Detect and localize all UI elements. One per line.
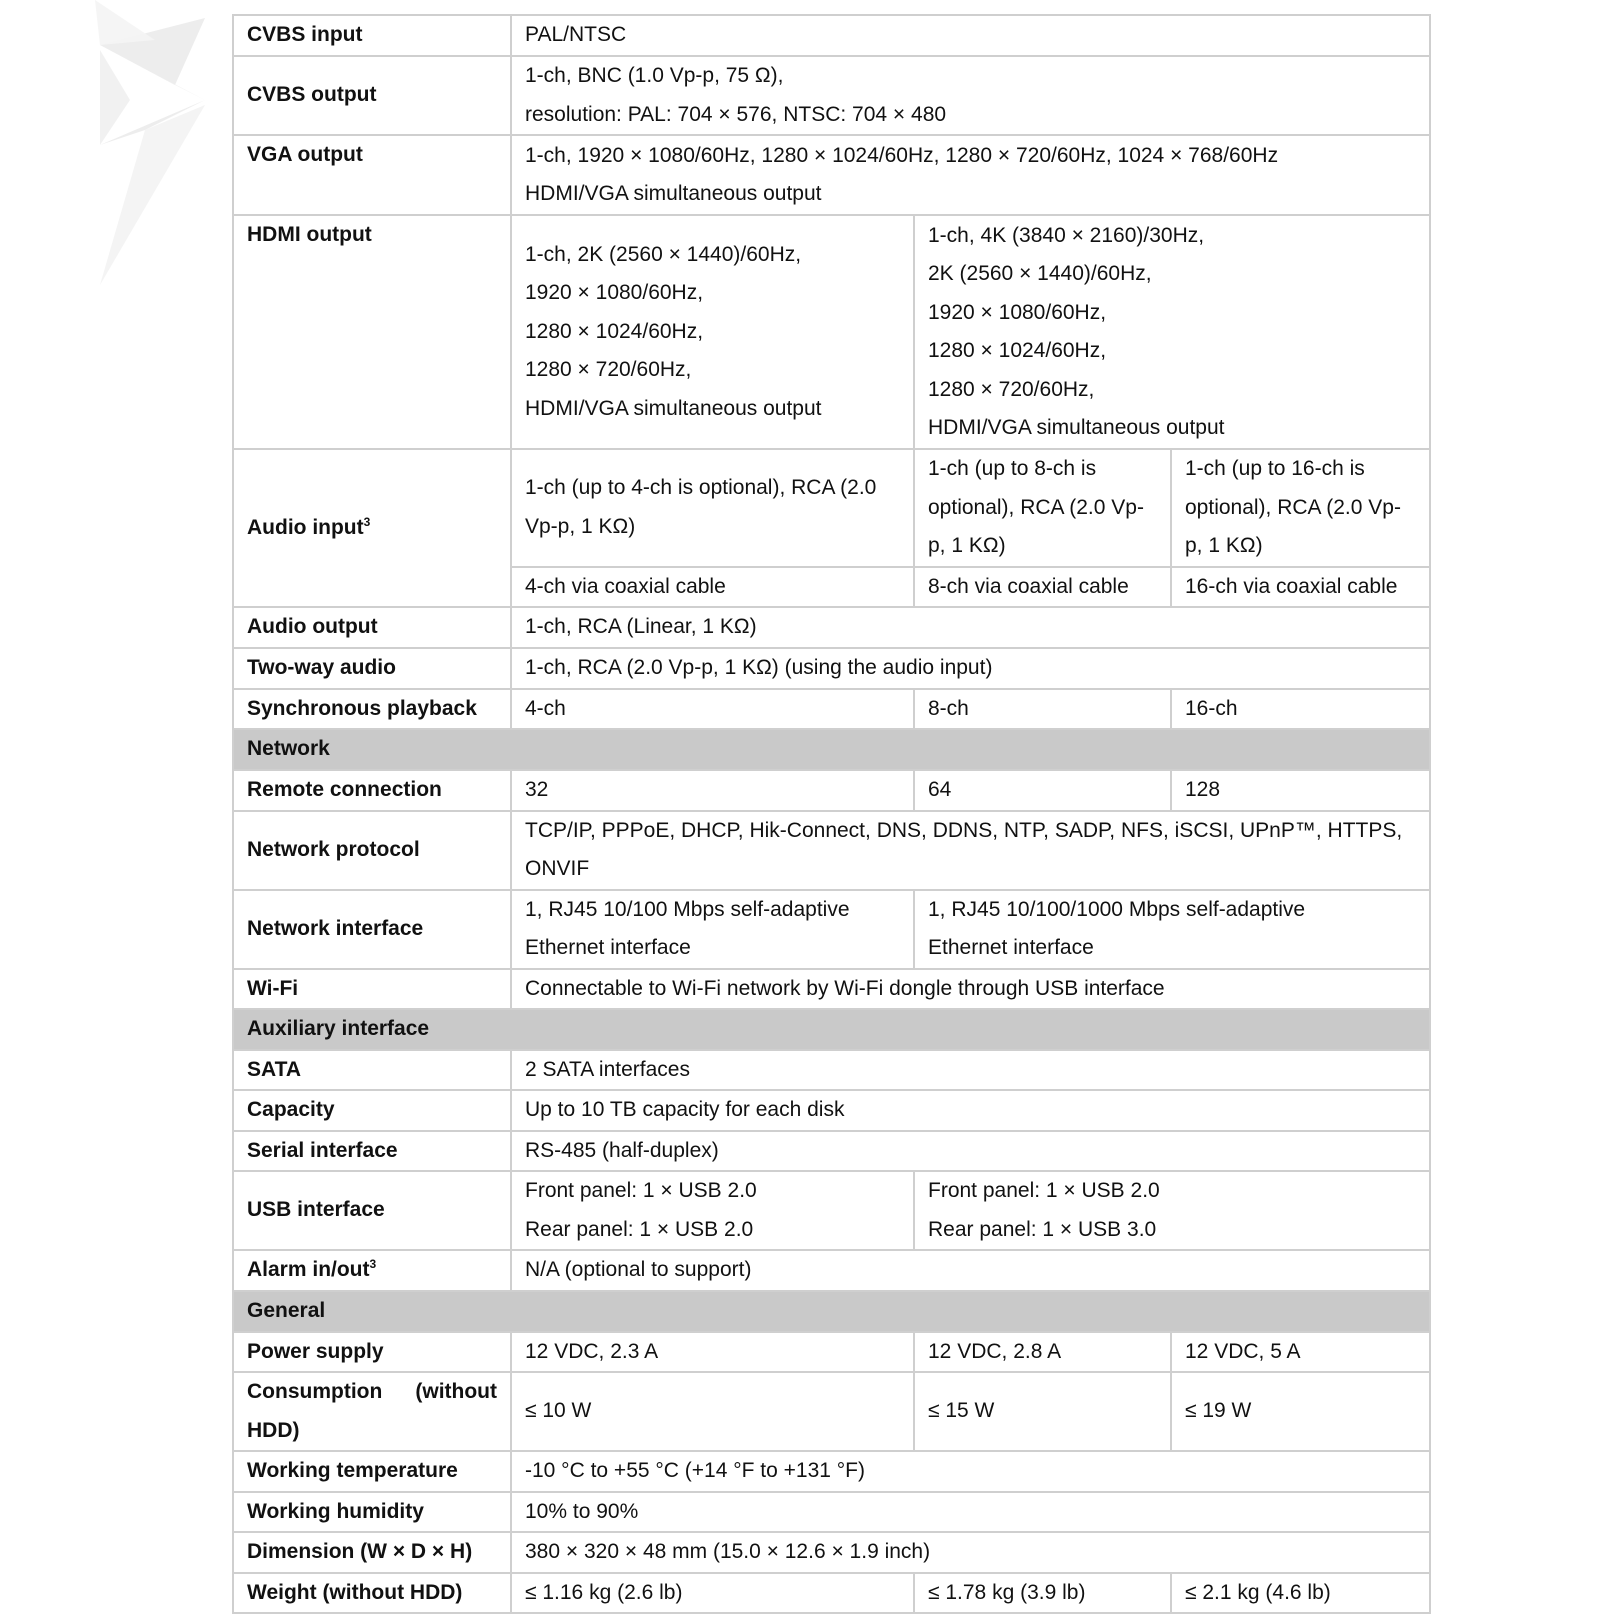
table-row-vga-output (233, 135, 1430, 215)
table-row-weight (233, 1573, 1430, 1614)
section-header-auxiliary (233, 1009, 1430, 1050)
row-value: 1-ch, RCA (2.0 Vp-p, 1 KΩ) (using the audio input) (511, 648, 1430, 689)
row-label (233, 449, 511, 607)
footnote-marker: 3 (369, 1257, 377, 1271)
row-label (233, 1250, 511, 1291)
value-line: 1920 × 1080/60Hz, (928, 300, 1107, 324)
table-row-two-way-audio (233, 648, 1430, 689)
row-value (511, 56, 1430, 135)
row-label: Working humidity (233, 1492, 511, 1533)
row-value-variant-c: ≤ 2.1 kg (4.6 lb) (1171, 1573, 1430, 1614)
table-row-serial (233, 1131, 1430, 1172)
row-value-variant-c: 1-ch (up to 16-ch is optional), RCA (2.0 Vp-p, 1 KΩ) (1171, 449, 1430, 567)
row-value: RS-485 (half-duplex) (511, 1131, 1430, 1172)
section-title: Auxiliary interface (233, 1009, 1430, 1050)
row-value-variant-a (511, 1171, 914, 1250)
value-line: 1280 × 1024/60Hz, (525, 319, 704, 343)
label-line: HDD) (247, 1418, 300, 1442)
table-row-network-protocol (233, 811, 1430, 890)
table-row-working-humidity (233, 1492, 1430, 1533)
value-line: Ethernet interface (928, 936, 1094, 959)
row-value-variant-a: 32 (511, 770, 914, 811)
row-value-variant-a: 4-ch via coaxial cable (511, 567, 914, 608)
row-label: Synchronous playback (233, 689, 511, 730)
row-value: 1-ch, RCA (Linear, 1 KΩ) (511, 607, 1430, 648)
label-text: Alarm in/out (247, 1258, 370, 1281)
table-row-remote-connection (233, 770, 1430, 811)
row-value: 2 SATA interfaces (511, 1050, 1430, 1091)
row-value-variant-c: 12 VDC, 5 A (1171, 1332, 1430, 1373)
table-row-cvbs-output (233, 56, 1430, 135)
row-value-variant-c: 128 (1171, 770, 1430, 811)
row-value-variant-a: ≤ 10 W (511, 1372, 914, 1451)
table-row-audio-input (233, 449, 1430, 567)
label-text: Audio input (247, 515, 364, 539)
section-title: General (233, 1291, 1430, 1332)
row-value: -10 °C to +55 °C (+14 °F to +131 °F) (511, 1451, 1430, 1492)
value-line: Rear panel: 1 × USB 3.0 (928, 1217, 1157, 1241)
row-value-variant-a: 12 VDC, 2.3 A (511, 1332, 914, 1373)
row-value: PAL/NTSC (511, 15, 1430, 56)
row-label: VGA output (233, 135, 511, 215)
table-row-capacity (233, 1090, 1430, 1131)
row-value: N/A (optional to support) (511, 1250, 1430, 1291)
row-label (233, 1372, 511, 1451)
row-value-variant-a: ≤ 1.16 kg (2.6 lb) (511, 1573, 914, 1614)
row-label: Weight (without HDD) (233, 1573, 511, 1614)
value-line: 1280 × 1024/60Hz, (928, 339, 1107, 362)
table-row-alarm (233, 1250, 1430, 1291)
row-label: Remote connection (233, 770, 511, 811)
table-row-power-supply (233, 1332, 1430, 1373)
row-label: Dimension (W × D × H) (233, 1532, 511, 1573)
table-row-working-temperature (233, 1451, 1430, 1492)
table-row-cvbs-input (233, 15, 1430, 56)
row-label: Audio output (233, 607, 511, 648)
row-value-variant-b: 1-ch (up to 8-ch is optional), RCA (2.0 Vp-p, 1 KΩ) (914, 449, 1171, 567)
table-row-hdmi-output (233, 215, 1430, 449)
row-label: Power supply (233, 1332, 511, 1373)
value-line: HDMI/VGA simultaneous output (928, 416, 1225, 439)
row-label: CVBS output (233, 56, 511, 135)
table-row-consumption (233, 1372, 1430, 1451)
spec-table (232, 14, 1431, 1614)
table-row-sata (233, 1050, 1430, 1091)
row-label: HDMI output (233, 215, 511, 449)
row-label: USB interface (233, 1171, 511, 1250)
value-line: resolution: PAL: 704 × 576, NTSC: 704 × 480 (525, 102, 947, 126)
row-value-variant-a (511, 890, 914, 969)
row-label: Serial interface (233, 1131, 511, 1172)
row-value-variant-b (914, 215, 1430, 449)
value-line: 2K (2560 × 1440)/60Hz, (928, 262, 1152, 285)
row-value-variant-b (914, 1171, 1430, 1250)
row-label: Capacity (233, 1090, 511, 1131)
row-label: Wi-Fi (233, 969, 511, 1010)
row-value-variant-b (914, 890, 1430, 969)
footnote-marker: 3 (363, 514, 371, 529)
row-label: Network interface (233, 890, 511, 969)
row-value: 10% to 90% (511, 1492, 1430, 1533)
value-line: 1-ch, 4K (3840 × 2160)/30Hz, (928, 223, 1205, 247)
value-line: Front panel: 1 × USB 2.0 (928, 1179, 1160, 1202)
table-row-dimension (233, 1532, 1430, 1573)
row-value-variant-b: 12 VDC, 2.8 A (914, 1332, 1171, 1373)
row-value-variant-b: 8-ch via coaxial cable (914, 567, 1171, 608)
value-line: ONVIF (525, 857, 590, 880)
row-label: Network protocol (233, 811, 511, 890)
row-value-variant-c: 16-ch via coaxial cable (1171, 567, 1430, 608)
row-value-variant-b: ≤ 15 W (914, 1372, 1171, 1451)
table-row-sync-playback (233, 689, 1430, 730)
value-line: HDMI/VGA simultaneous output (525, 182, 822, 205)
row-value-variant-b: 64 (914, 770, 1171, 811)
row-label: Two-way audio (233, 648, 511, 689)
row-value-variant-a (511, 215, 914, 449)
row-value-variant-c: ≤ 19 W (1171, 1372, 1430, 1451)
section-header-network (233, 729, 1430, 770)
row-value (511, 811, 1430, 890)
table-row-audio-output (233, 607, 1430, 648)
value-line: TCP/IP, PPPoE, DHCP, Hik-Connect, DNS, DDNS, NTP, SADP, NFS, iSCSI, UPnP™, HTTPS, (525, 818, 1403, 842)
value-line: HDMI/VGA simultaneous output (525, 396, 822, 420)
row-value: Connectable to Wi-Fi network by Wi-Fi dongle through USB interface (511, 969, 1430, 1010)
value-line: 1280 × 720/60Hz, (525, 358, 692, 382)
row-value (511, 135, 1430, 215)
table-row-usb (233, 1171, 1430, 1250)
row-label: Working temperature (233, 1451, 511, 1492)
value-line: 1, RJ45 10/100/1000 Mbps self-adaptive (928, 897, 1306, 921)
row-value: Up to 10 TB capacity for each disk (511, 1090, 1430, 1131)
row-value-variant-a: 4-ch (511, 689, 914, 730)
table-row-network-interface (233, 890, 1430, 969)
row-value-variant-c: 16-ch (1171, 689, 1430, 730)
value-line: 1-ch, 2K (2560 × 1440)/60Hz, (525, 242, 802, 266)
row-label: SATA (233, 1050, 511, 1091)
value-line: Front panel: 1 × USB 2.0 (525, 1179, 757, 1202)
value-line: 1-ch, BNC (1.0 Vp-p, 75 Ω), (525, 64, 784, 87)
value-line: Rear panel: 1 × USB 2.0 (525, 1217, 754, 1241)
value-line: 1280 × 720/60Hz, (928, 377, 1095, 401)
value-line: 1920 × 1080/60Hz, (525, 281, 704, 305)
section-title: Network (233, 729, 1430, 770)
label-line: Consumption (without (247, 1380, 497, 1403)
row-label: CVBS input (233, 15, 511, 56)
row-value-variant-b: 8-ch (914, 689, 1171, 730)
row-value-variant-a: 1-ch (up to 4-ch is optional), RCA (2.0 Vp-p, 1 KΩ) (511, 449, 914, 567)
section-header-general (233, 1291, 1430, 1332)
value-line: Ethernet interface (525, 936, 691, 959)
table-row-wifi (233, 969, 1430, 1010)
row-value: 380 × 320 × 48 mm (15.0 × 12.6 × 1.9 inch) (511, 1532, 1430, 1573)
value-line: 1, RJ45 10/100 Mbps self-adaptive (525, 897, 850, 921)
value-line: 1-ch, 1920 × 1080/60Hz, 1280 × 1024/60Hz, 1280 × 720/60Hz, 1024 × 768/60Hz (525, 143, 1279, 167)
watermark-logo (95, 0, 205, 290)
row-value-variant-b: ≤ 1.78 kg (3.9 lb) (914, 1573, 1171, 1614)
